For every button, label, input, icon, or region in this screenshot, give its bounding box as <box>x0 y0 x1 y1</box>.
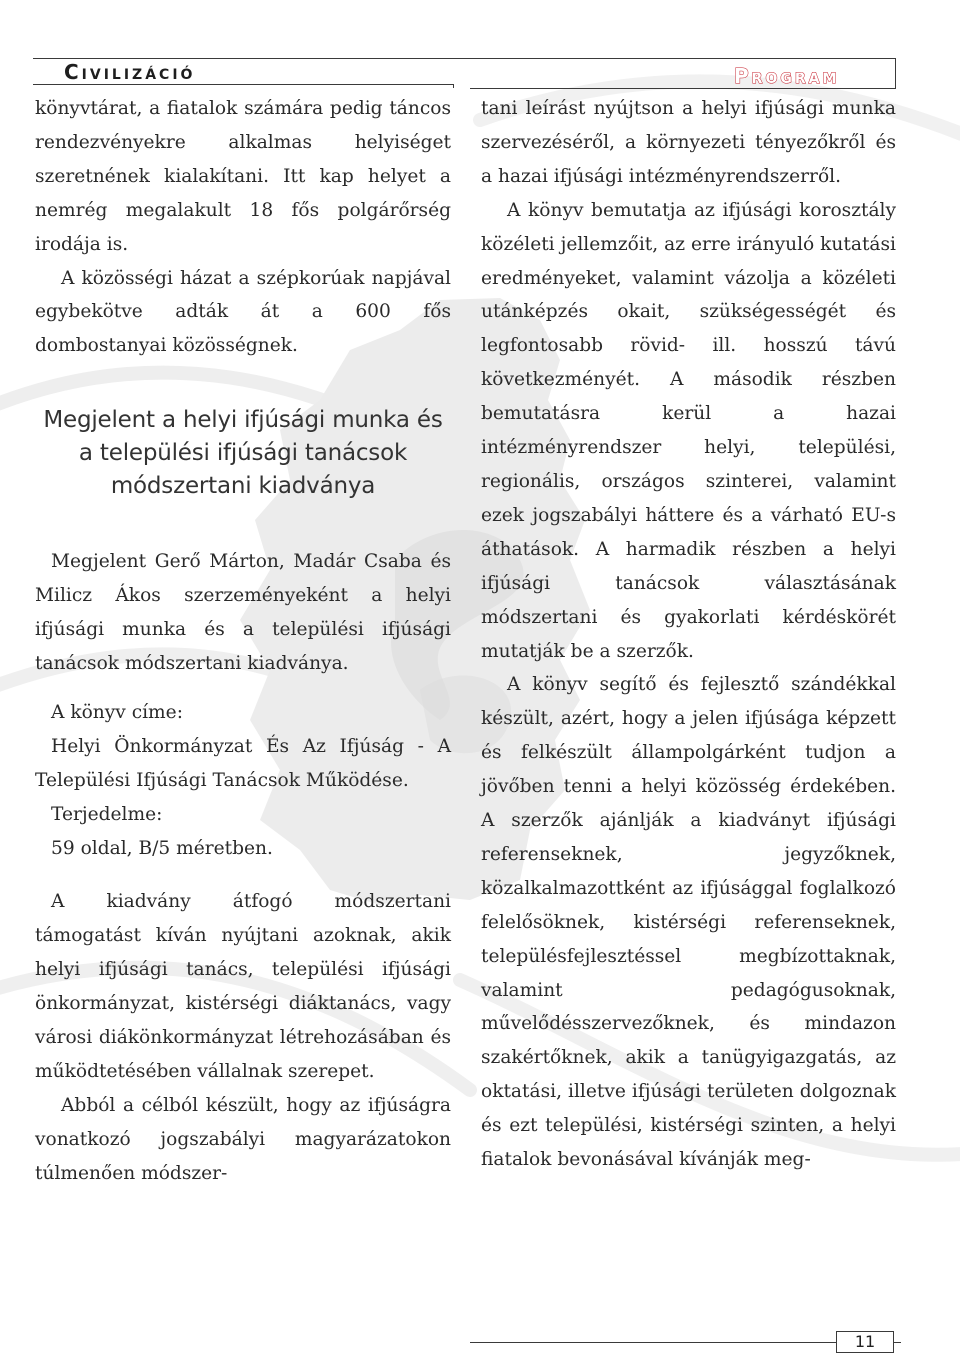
audience-paragraph: A könyv segítő és fejlesztő szándékkal készült, azért, hogy a jelen ifjúsága képzett és felkészült állampolgárként tudjon a jövőben tenni a helyi közösség érdekében. A szerzők ajánlják a kiadványt ifjúsági referenseknek, jegyzőknek, közalkalmazottként az ifjúsággal foglalkozó felelősöknek, kistérségi referenseknek, településfejlesztéssel megbízottaknak, valamint pedagógusoknak, művelődésszervezőknek, és mindazon szakértőknek, akik a tanügyigazgatás, az oktatási, illetve ifjúsági területen dolgoznak és ezt települési, kistérségi szinten, a helyi fiatalok bevonásával kívánják meg- <box>481 674 896 1171</box>
footer-rule-right <box>893 1342 901 1343</box>
support-paragraph: A kiadvány átfogó módszertani támogatást kíván nyújtani azoknak, akik helyi ifjúsági tanács, települési ifjúsági önkormányzat, kistérségi diáktanács, vagy városi diákönkormányzat létrehozásában és működtetésében vállalnak szerepet. <box>35 891 451 1082</box>
purpose-paragraph: Abból a célból készült, hogy az ifjúságra vonatkozó jogszabályi magyarázatokon túlmenően módszer- <box>35 1094 451 1184</box>
left-column <box>35 92 451 1191</box>
footer-rule-left <box>470 1342 836 1343</box>
header-rule-mid <box>453 84 454 88</box>
continued-paragraph: tani leírást nyújtson a helyi ifjúsági munka szervezéséről, a környezeti tényezőkről és a hazai ifjúsági intézményrendszerről. <box>481 98 896 187</box>
header-rule-end <box>895 58 896 88</box>
intro-paragraph-2: A közösségi házat a szépkorúak napjával egybekötve adták át a 600 fős dombostanyai közösségnek. <box>35 267 451 357</box>
section-label-left: Civilizáció <box>64 60 196 84</box>
header-rule-left <box>33 84 453 85</box>
content-paragraph: A könyv bemutatja az ifjúsági korosztály közéleti jellemzőit, az erre irányuló kutatási eredményeket, valamint vázolja a közéleti utánképzés okait, szükségességét és legfontosabb rövid- ill. hosszú távú következményét. A második részben bemutatásra kerül a hazai intézményrendszer helyi, települési, regionális, országos szinterei, valamint ezek jogszabályi háttere és a várható EU-s áthatások. A harmadik részben a helyi ifjúsági tanácsok választásának módszertani és gyakorlati kérdéskörét mutatják be a szerzők. <box>481 199 896 662</box>
intro-paragraph-1: könyvtárat, a fiatalok számára pedig táncos rendezvényekre alkalmas helyiséget szeretnének kialakítani. Itt kap helyet a nemrég megalakult 18 fős polgárőrség irodája is. <box>35 98 451 255</box>
header-rule-top <box>33 58 895 59</box>
header-rule-right <box>470 88 896 89</box>
page-number: 11 <box>836 1331 894 1353</box>
section-label-right: Program <box>734 64 840 88</box>
right-column <box>481 92 896 1177</box>
length-value: 59 oldal, B/5 méretben. <box>51 837 273 859</box>
length-label: Terjedelme: <box>51 803 163 825</box>
book-title: Helyi Önkormányzat És Az Ifjúság - A Települési Ifjúsági Tanácsok Működése. <box>35 735 451 791</box>
announcement-paragraph: Megjelent Gerő Márton, Madár Csaba és Milicz Ákos szerzeményeként a helyi ifjúsági munka és a települési ifjúsági tanácsok módszertani kiadványa. <box>35 551 451 674</box>
book-title-label: A könyv címe: <box>51 701 183 723</box>
article-headline: Megjelent a helyi ifjúsági munka és a települési ifjúsági tanácsok módszertani kiadványa <box>43 407 443 500</box>
